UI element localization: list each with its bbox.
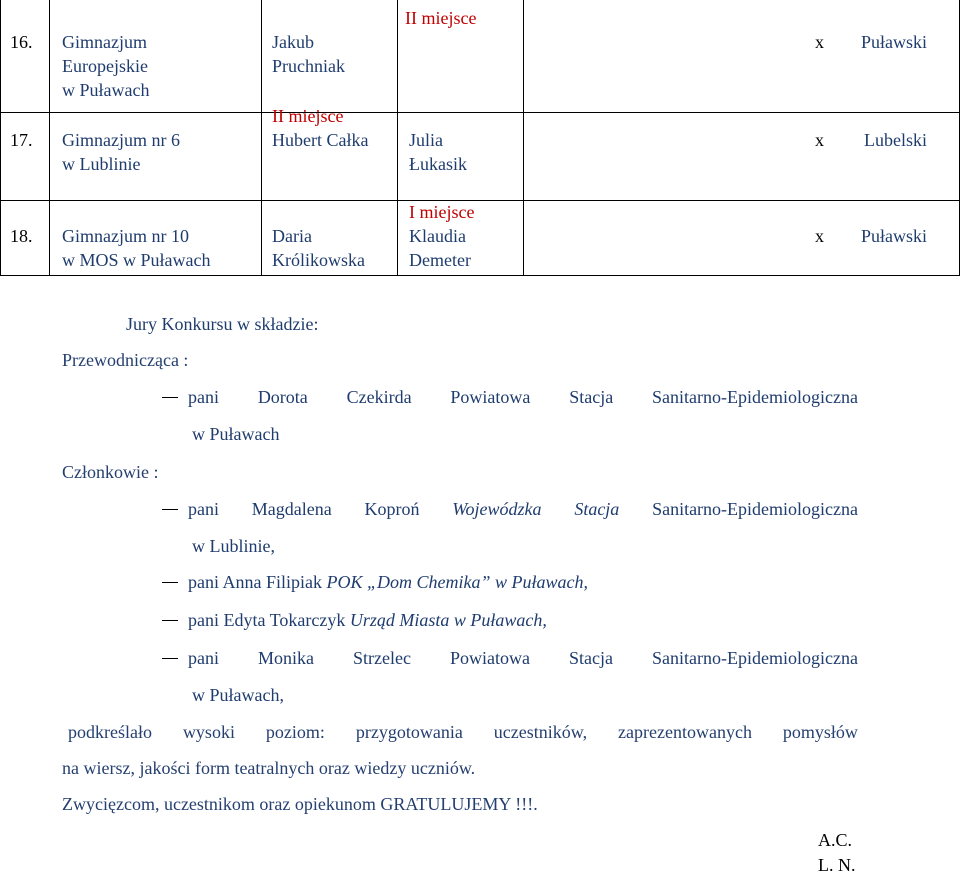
school-name: Gimnazjum nr 10 (62, 226, 189, 246)
mark-x: x (815, 226, 824, 246)
members-heading: Członkowie : (62, 462, 159, 482)
mark-x: x (815, 130, 824, 150)
bullet-dash (162, 658, 178, 659)
student-name: Klaudia (409, 226, 466, 246)
row-number: 17. (10, 130, 33, 150)
table-border (0, 275, 960, 276)
school-name: Gimnazjum (62, 32, 147, 52)
table-border (0, 112, 960, 113)
table-border (49, 0, 50, 276)
table-border (523, 0, 524, 276)
bullet-dash (162, 582, 178, 583)
member-line: pani Anna Filipiak POK „Dom Chemika” w Puławach, (188, 572, 589, 592)
congratulations-line: Zwycięzcom, uczestnikom oraz opiekunom GRATULUJEMY !!!. (62, 794, 538, 814)
member-line: pani Edyta Tokarczyk Urząd Miasta w Puławach, (188, 610, 547, 630)
school-name: w Lublinie (62, 154, 141, 174)
row-number: 18. (10, 226, 33, 246)
results-table (0, 0, 960, 276)
table-border (261, 0, 262, 276)
bullet-dash (162, 509, 178, 510)
school-name: w MOS w Puławach (62, 250, 211, 270)
row-number: 16. (10, 32, 33, 52)
jury-intro: Jury Konkursu w składzie: (126, 314, 319, 334)
table-border (0, 200, 960, 201)
student-name: Pruchniak (272, 56, 345, 76)
signature-initials: A.C. (818, 830, 853, 850)
student-name: Jakub (272, 32, 314, 52)
chair-heading: Przewodnicząca : (62, 350, 189, 370)
member-line: pani Monika Strzelec Powiatowa Stacja Sanitarno-Epidemiologiczna (188, 648, 858, 668)
student-name: Demeter (409, 250, 471, 270)
district-name: Puławski (861, 226, 928, 246)
bullet-dash (162, 620, 178, 621)
chair-line-cont: w Puławach (192, 424, 280, 444)
student-name: Królikowska (272, 250, 365, 270)
member-line: pani Magdalena Koproń Wojewódzka Stacja Sanitarno-Epidemiologiczna (188, 499, 858, 519)
place-label: I miejsce (409, 202, 475, 222)
mark-x: x (815, 32, 824, 52)
place-label: II miejsce (272, 106, 344, 126)
student-name: Łukasik (409, 154, 467, 174)
closing-line: na wiersz, jakości form teatralnych oraz wiedzy uczniów. (62, 758, 476, 778)
bullet-dash (162, 397, 178, 398)
student-name: Julia (409, 130, 443, 150)
district-name: Puławski (861, 32, 928, 52)
school-name: Gimnazjum nr 6 (62, 130, 180, 150)
school-name: w Puławach (62, 80, 150, 100)
table-border (397, 0, 398, 276)
school-name: Europejskie (62, 56, 148, 76)
signature-initials: L. N. (818, 855, 856, 875)
closing-line: podkreślało wysoki poziom: przygotowania uczestników, zaprezentowanych pomysłów (68, 722, 858, 742)
table-border (0, 0, 1, 276)
student-name: Daria (272, 226, 312, 246)
member-line-cont: w Lublinie, (192, 536, 275, 556)
chair-line: pani Dorota Czekirda Powiatowa Stacja Sanitarno-Epidemiologiczna (188, 387, 858, 407)
member-line-cont: w Puławach, (192, 685, 284, 705)
place-label: II miejsce (405, 8, 477, 28)
district-name: Lubelski (864, 130, 927, 150)
student-name: Hubert Całka (272, 130, 369, 150)
